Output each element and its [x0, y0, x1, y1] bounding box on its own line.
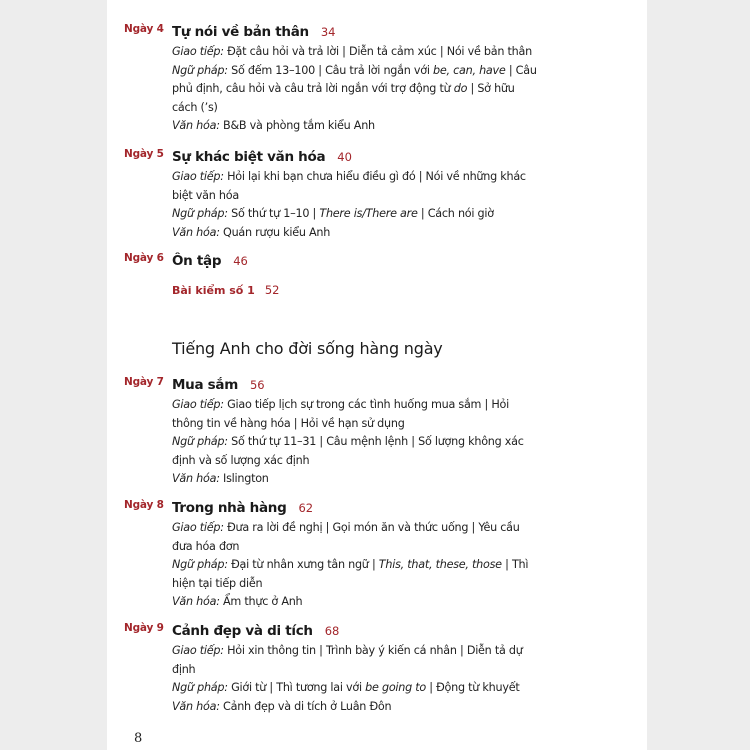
entry-page-number: 62 — [298, 501, 314, 515]
day-label: Ngày 4 — [124, 23, 164, 35]
culture-text: Cảnh đẹp và di tích ở Luân Đôn — [223, 699, 392, 713]
culture-line — [172, 117, 582, 136]
toc-entry-day-8 — [124, 498, 582, 612]
communication-label: Giao tiếp: — [172, 644, 224, 657]
culture-text: Ẩm thực ở Anh — [223, 595, 303, 608]
communication-text: Giao tiếp lịch sự trong các tình huống mua sắm | Hỏi — [227, 398, 509, 411]
grammar-text: | Động từ khuyết — [426, 681, 520, 694]
grammar-term: There is/There are — [319, 207, 418, 220]
day-label: Ngày 5 — [124, 148, 164, 160]
communication-text: Hỏi xin thông tin | Trình bày ý kiến cá nhân | Diễn tả dự — [227, 644, 523, 657]
grammar-line — [172, 575, 582, 594]
entry-title: Mua sắm — [172, 377, 238, 393]
grammar-line — [172, 679, 582, 698]
culture-label: Văn hóa: — [172, 472, 220, 485]
communication-line — [172, 396, 582, 415]
communication-text: Đặt câu hỏi và trả lời | Diễn tả cảm xúc | Nói về bản thân — [227, 45, 532, 58]
quiz-entry — [172, 283, 279, 297]
page-number: 8 — [134, 731, 143, 746]
day-label: Ngày 8 — [124, 499, 164, 511]
toc-entry-day-9 — [124, 621, 582, 716]
culture-text: B&B và phòng tắm kiểu Anh — [223, 119, 375, 132]
grammar-line — [172, 556, 582, 575]
communication-line — [172, 43, 582, 62]
toc-entry-day-5 — [124, 147, 582, 242]
grammar-text: Số thứ tự 11–31 | Câu mệnh lệnh | Số lượng không xác — [231, 435, 524, 448]
grammar-label: Ngữ pháp: — [172, 558, 228, 571]
communication-label: Giao tiếp: — [172, 398, 224, 411]
culture-label: Văn hóa: — [172, 225, 220, 239]
grammar-text: Đại từ nhân xưng tân ngữ | — [231, 558, 379, 571]
grammar-text: Số thứ tự 1–10 | — [231, 207, 320, 220]
quiz-label: Bài kiểm số 1 — [172, 284, 255, 297]
communication-label: Giao tiếp: — [172, 521, 224, 534]
toc-entry-day-4 — [124, 22, 582, 136]
culture-line — [172, 470, 582, 489]
grammar-text: | Cách nói giờ — [417, 207, 494, 220]
communication-line — [172, 519, 582, 538]
culture-line — [172, 593, 582, 612]
culture-label: Văn hóa: — [172, 119, 220, 132]
entry-page-number: 56 — [249, 378, 265, 392]
toc-entry-day-6 — [124, 251, 582, 272]
grammar-text: | Câu — [505, 63, 537, 77]
communication-line — [172, 187, 582, 206]
day-label: Ngày 7 — [124, 376, 164, 388]
culture-text: Quán rượu kiểu Anh — [223, 225, 331, 239]
grammar-line — [172, 205, 582, 224]
communication-line — [172, 538, 582, 557]
grammar-label: Ngữ pháp: — [172, 207, 228, 220]
grammar-term: This, that, these, those — [378, 558, 502, 571]
culture-line — [172, 224, 582, 243]
grammar-line — [172, 452, 582, 471]
communication-line — [172, 661, 582, 680]
entry-title: Ôn tập — [172, 253, 222, 269]
culture-label: Văn hóa: — [172, 699, 220, 713]
communication-label: Giao tiếp: — [172, 45, 224, 58]
entry-page-number: 40 — [337, 150, 352, 164]
grammar-term: do — [453, 82, 468, 95]
entry-page-number: 34 — [320, 25, 336, 39]
grammar-text: hiện tại tiếp diễn — [172, 576, 263, 590]
book-page — [107, 0, 647, 750]
entry-heading — [172, 22, 582, 43]
entry-page-number: 46 — [233, 254, 248, 268]
grammar-line — [172, 62, 582, 81]
entry-heading — [172, 498, 582, 519]
communication-text: Hỏi lại khi bạn chưa hiểu điều gì đó | Nói về những khác — [227, 170, 526, 183]
entry-title: Trong nhà hàng — [172, 500, 287, 516]
grammar-label: Ngữ pháp: — [172, 63, 228, 77]
day-label: Ngày 6 — [124, 252, 164, 264]
grammar-text: cách (’s) — [172, 100, 218, 114]
communication-label: Giao tiếp: — [172, 170, 224, 183]
culture-text: Islington — [223, 472, 269, 485]
section-title: Tiếng Anh cho đời sống hàng ngày — [172, 339, 443, 358]
culture-label: Văn hóa: — [172, 595, 220, 608]
entry-heading — [172, 375, 582, 396]
grammar-term: be going to — [365, 681, 426, 694]
entry-title: Tự nói về bản thân — [172, 24, 309, 40]
entry-title: Cảnh đẹp và di tích — [172, 623, 313, 639]
culture-line — [172, 698, 582, 717]
quiz-page-number: 52 — [264, 283, 280, 297]
communication-line — [172, 415, 582, 434]
communication-line — [172, 168, 582, 187]
grammar-text: | Thì — [501, 558, 529, 571]
communication-text: thông tin về hàng hóa | Hỏi về hạn sử dụng — [172, 416, 405, 430]
grammar-label: Ngữ pháp: — [172, 681, 228, 694]
communication-text: biệt văn hóa — [172, 188, 239, 202]
day-label: Ngày 9 — [124, 622, 164, 634]
toc-entry-day-7 — [124, 375, 582, 489]
communication-text: đưa hóa đơn — [172, 539, 240, 553]
grammar-text: Số đếm 13–100 | Câu trả lời ngắn với — [231, 63, 434, 77]
grammar-line — [172, 433, 582, 452]
entry-heading — [172, 251, 582, 272]
grammar-label: Ngữ pháp: — [172, 435, 228, 448]
grammar-text: định và số lượng xác định — [172, 453, 310, 467]
entry-heading — [172, 147, 582, 168]
grammar-line — [172, 80, 582, 99]
entry-page-number: 68 — [324, 624, 340, 638]
communication-line — [172, 642, 582, 661]
entry-title: Sự khác biệt văn hóa — [172, 149, 326, 165]
entry-heading — [172, 621, 582, 642]
communication-text: Đưa ra lời đề nghị | Gọi món ăn và thức uống | Yêu cầu — [227, 521, 520, 534]
grammar-text: | Sở hữu — [467, 82, 515, 95]
grammar-term: be, can, have — [433, 63, 506, 77]
grammar-text: Giới từ | Thì tương lai với — [231, 681, 366, 694]
communication-text: định — [172, 662, 196, 676]
grammar-line — [172, 99, 582, 118]
grammar-text: phủ định, câu hỏi và câu trả lời ngắn với trợ động từ — [172, 82, 454, 95]
